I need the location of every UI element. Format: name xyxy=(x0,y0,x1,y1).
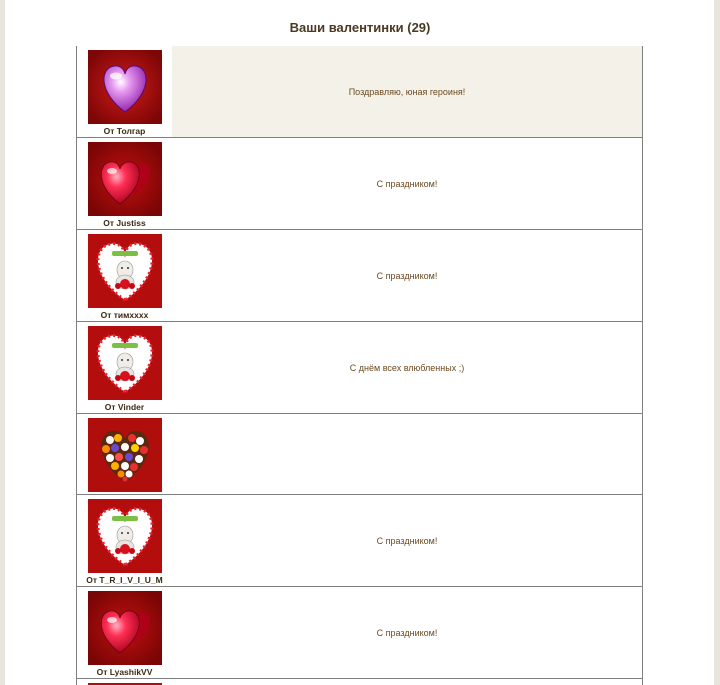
valentine-message xyxy=(172,414,643,495)
valentine-picture-cell xyxy=(77,679,173,685)
purple-heart-icon[interactable] xyxy=(88,50,162,124)
valentine-sender: От Justiss xyxy=(103,218,146,228)
valentine-message: С праздником! xyxy=(172,230,643,322)
valentine-message: С праздником! xyxy=(172,138,643,230)
valentine-picture-cell xyxy=(77,322,173,414)
valentine-message: С днём всех влюбленных ;) xyxy=(172,322,643,414)
red-heart-icon[interactable] xyxy=(88,142,162,216)
valentine-sender: От тимxxxx xyxy=(100,310,149,320)
table-row xyxy=(77,46,643,138)
valentine-picture-cell xyxy=(77,414,173,495)
valentine-message: С праздником! xyxy=(172,587,643,679)
flower-heart-icon[interactable] xyxy=(88,418,162,492)
table-row xyxy=(77,495,643,587)
valentine-picture-cell xyxy=(77,495,173,587)
table-row xyxy=(77,138,643,230)
valentines-table xyxy=(76,46,643,685)
page xyxy=(5,0,714,685)
table-row xyxy=(77,322,643,414)
valentine-picture-cell xyxy=(77,230,173,322)
red-heart-icon[interactable] xyxy=(88,591,162,665)
table-row xyxy=(77,414,643,495)
valentine-sender: От LyashikVV xyxy=(96,667,153,677)
valentine-sender: От Толгар xyxy=(103,126,146,136)
bunny-heart-icon[interactable] xyxy=(88,326,162,400)
valentine-sender: От T_R_I_V_I_U_M xyxy=(86,575,163,585)
bunny-heart-icon[interactable] xyxy=(88,234,162,308)
valentine-message: Поздравляю, юная героиня! xyxy=(172,46,643,138)
valentine-picture-cell xyxy=(77,138,173,230)
valentine-message: С праздником! xyxy=(172,495,643,587)
bunny-heart-icon[interactable] xyxy=(88,499,162,573)
table-row xyxy=(77,587,643,679)
table-row xyxy=(77,679,643,685)
page-title: Ваши валентинки (29) xyxy=(289,20,431,35)
valentine-message xyxy=(172,679,643,685)
table-row xyxy=(77,230,643,322)
valentine-picture-cell xyxy=(77,587,173,679)
valentine-sender: От Vinder xyxy=(104,402,145,412)
valentine-picture-cell xyxy=(77,46,173,138)
